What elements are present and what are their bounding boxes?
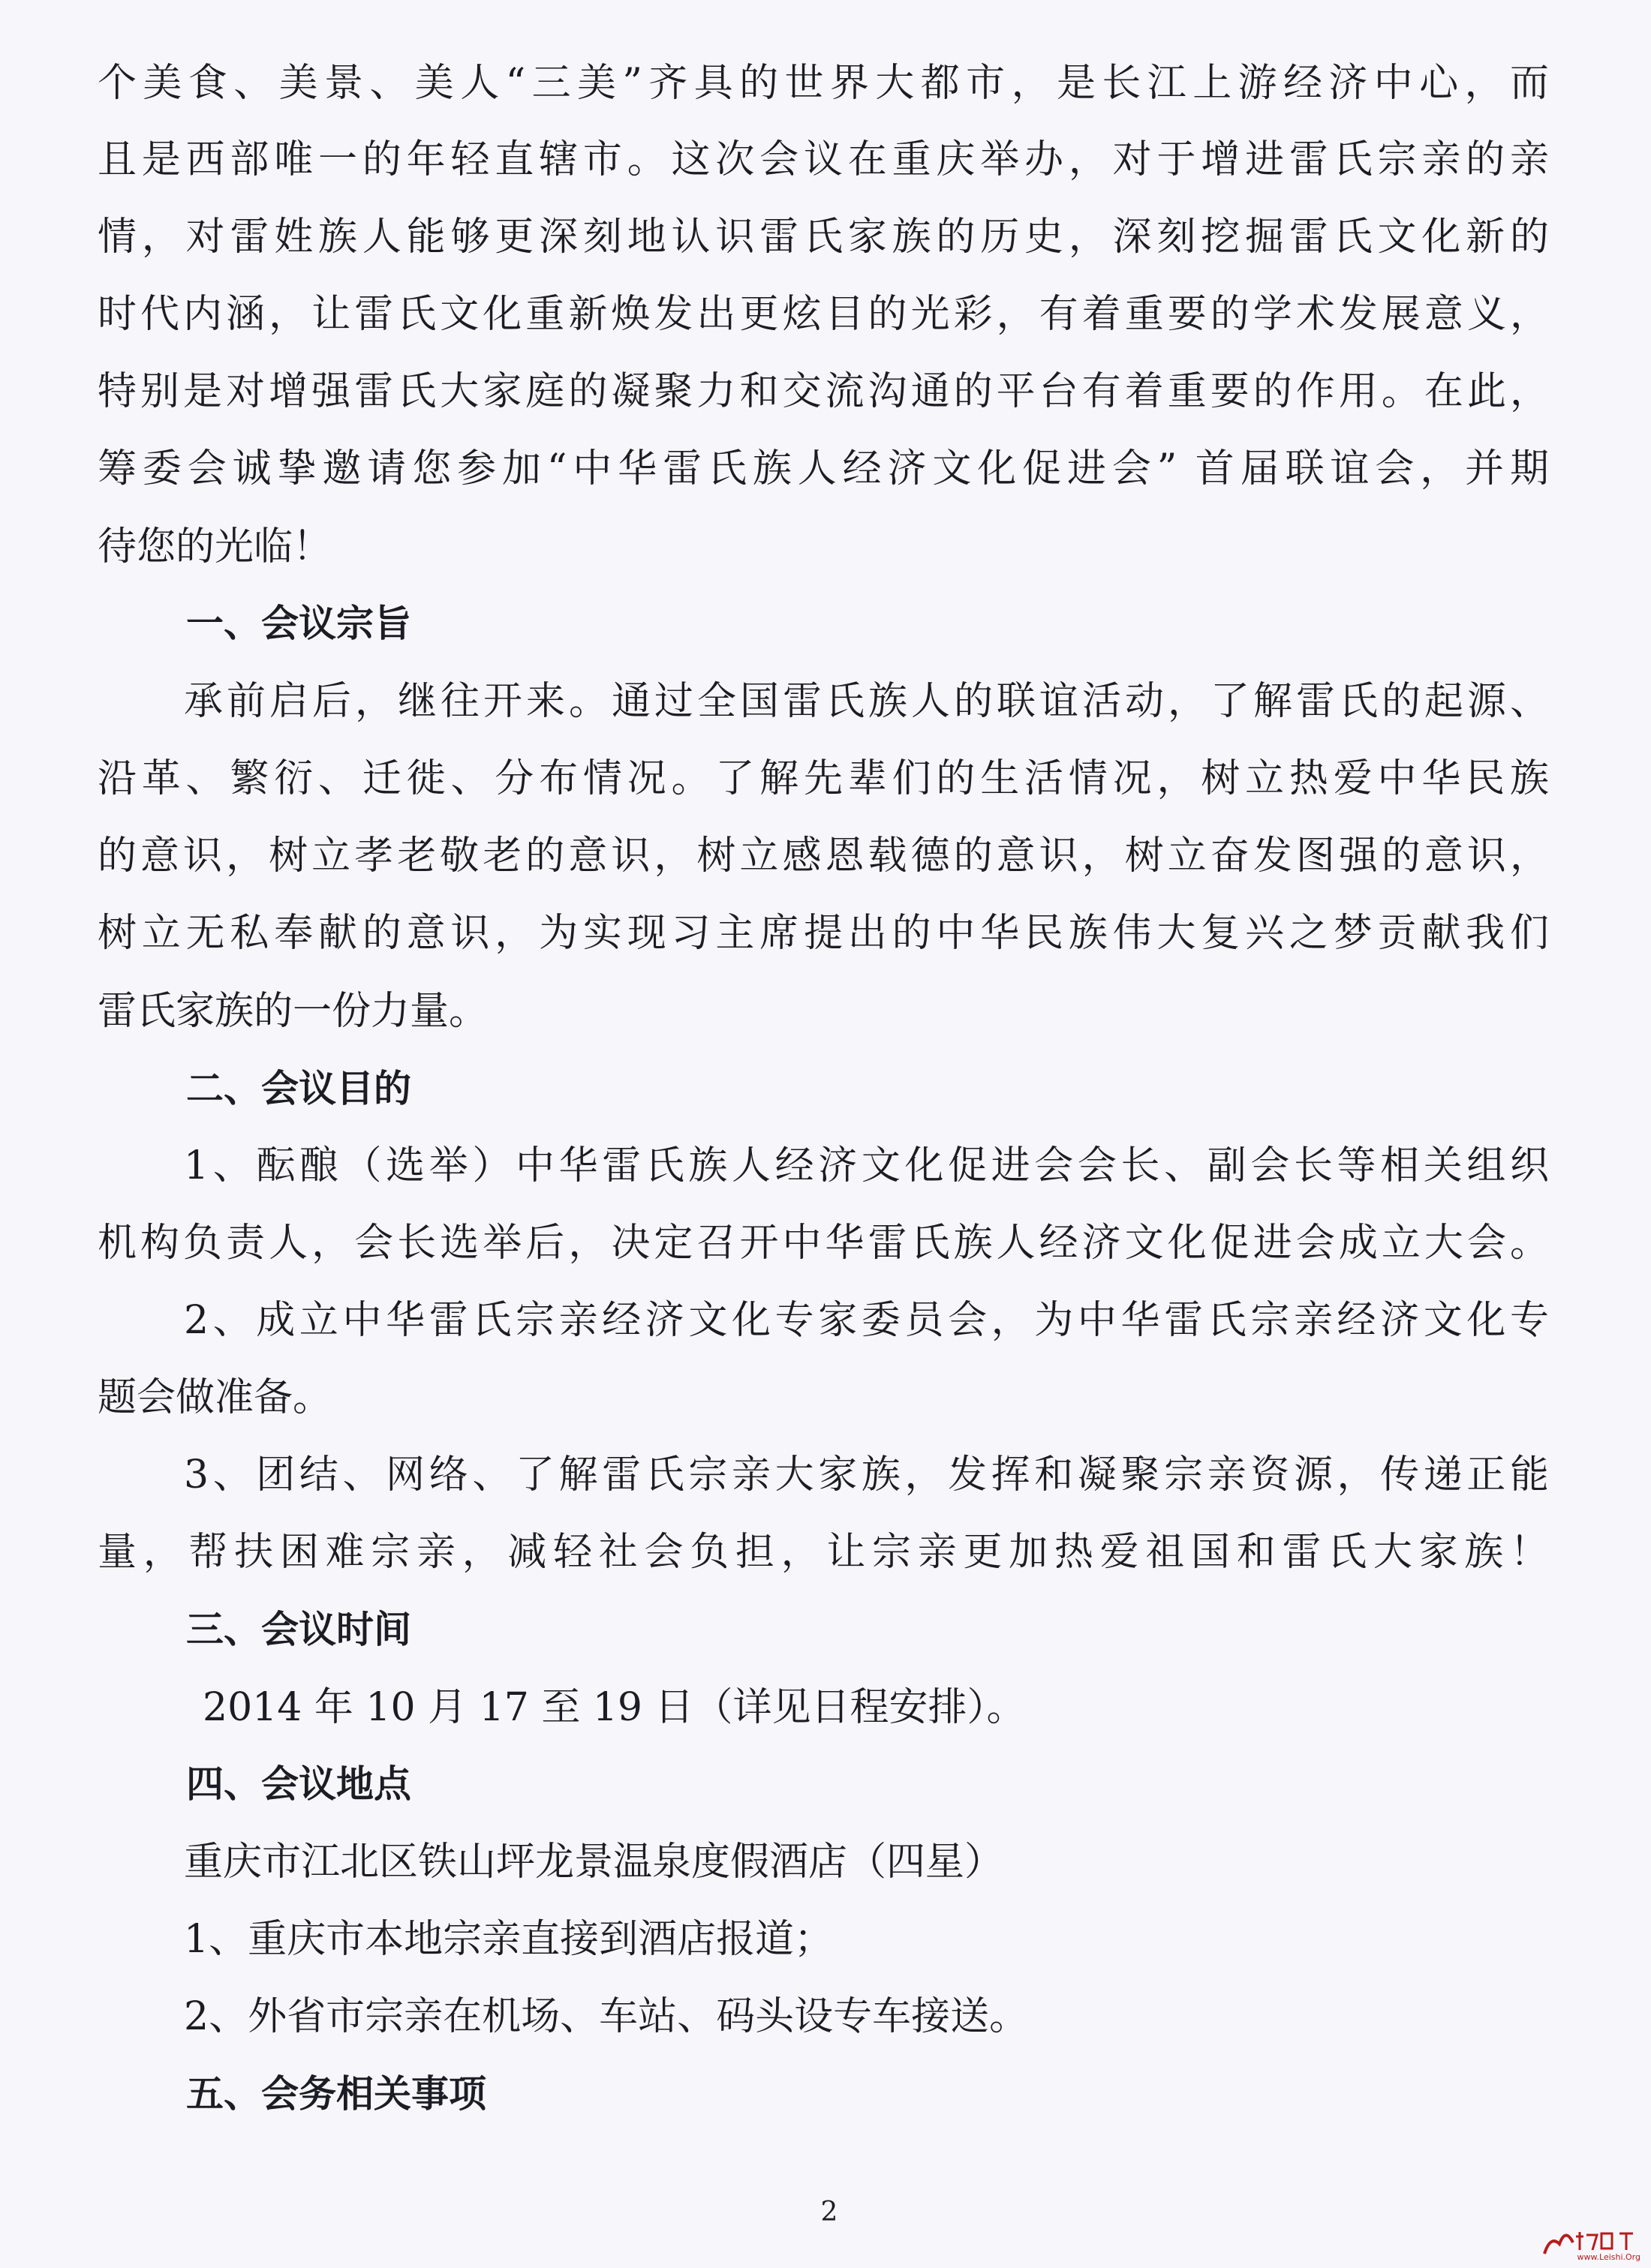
paragraph-line: 个美食、美景、美人“三美”齐具的世界大都市，是长江上游经济中心，而 [98, 61, 1549, 106]
paragraph-line: 雷氏家族的一份力量。 [98, 989, 489, 1034]
section-heading: 五、会务相关事项 [186, 2072, 486, 2116]
venue-line: 2、外省市宗亲在机场、车站、码头设专车接送。 [184, 1994, 1029, 2039]
section-heading: 一、会议宗旨 [186, 602, 411, 645]
paragraph-line: 且是西部唯一的年轻直辖市。这次会议在重庆举办，对于增进雷氏宗亲的亲 [98, 137, 1549, 182]
page-number: 2 [820, 2197, 838, 2227]
paragraph-line: 机构负责人，会长选举后，决定召开中华雷氏族人经济文化促进会成立大会。 [98, 1221, 1549, 1266]
section-heading: 四、会议地点 [186, 1762, 411, 1806]
paragraph-line: 待您的光临！ [98, 524, 332, 569]
paragraph-line: 量，帮扶困难宗亲，减轻社会负担，让宗亲更加热爱祖国和雷氏大家族！ [98, 1530, 1549, 1575]
paragraph-line: 1、酝酿（选举）中华雷氏族人经济文化促进会会长、副会长等相关组织 [184, 1143, 1549, 1188]
paragraph-line: 情，对雷姓族人能够更深刻地认识雷氏家族的历史，深刻挖掘雷氏文化新的 [98, 215, 1549, 260]
paragraph-line: 3、团结、网络、了解雷氏宗亲大家族，发挥和凝聚宗亲资源，传递正能 [184, 1452, 1549, 1497]
paragraph-line: 特别是对增强雷氏大家庭的凝聚力和交流沟通的平台有着重要的作用。在此， [98, 369, 1549, 414]
section-heading: 三、会议时间 [186, 1608, 411, 1651]
venue-line: 1、重庆市本地宗亲直接到酒店报道； [184, 1917, 834, 1962]
paragraph-line: 沿革、繁衍、迁徙、分布情况。了解先辈们的生活情况，树立热爱中华民族 [98, 756, 1549, 801]
meeting-time: 2014 年 10 月 17 至 19 日（详见日程安排）。 [203, 1685, 1026, 1730]
paragraph-line: 承前启后，继往开来。通过全国雷氏族人的联谊活动，了解雷氏的起源、 [184, 679, 1549, 724]
watermark-site: www.Leishi.Org [1577, 2252, 1640, 2262]
section-heading: 二、会议目的 [186, 1067, 411, 1110]
paragraph-line: 筹委会诚挚邀请您参加“中华雷氏族人经济文化促进会” 首届联谊会，并期 [98, 446, 1549, 491]
paragraph-line: 的意识，树立孝老敬老的意识，树立感恩载德的意识，树立奋发图强的意识， [98, 834, 1549, 879]
venue-line: 重庆市江北区铁山坪龙景温泉度假酒店（四星） [184, 1840, 1004, 1885]
paragraph-line: 时代内涵，让雷氏文化重新焕发出更炫目的光彩，有着重要的学术发展意义， [98, 292, 1549, 337]
paragraph-line: 树立无私奉献的意识，为实现习主席提出的中华民族伟大复兴之梦贡献我们 [98, 911, 1549, 956]
paragraph-line: 2、成立中华雷氏宗亲经济文化专家委员会，为中华雷氏宗亲经济文化专 [184, 1298, 1549, 1343]
paragraph-line: 题会做准备。 [98, 1375, 332, 1420]
